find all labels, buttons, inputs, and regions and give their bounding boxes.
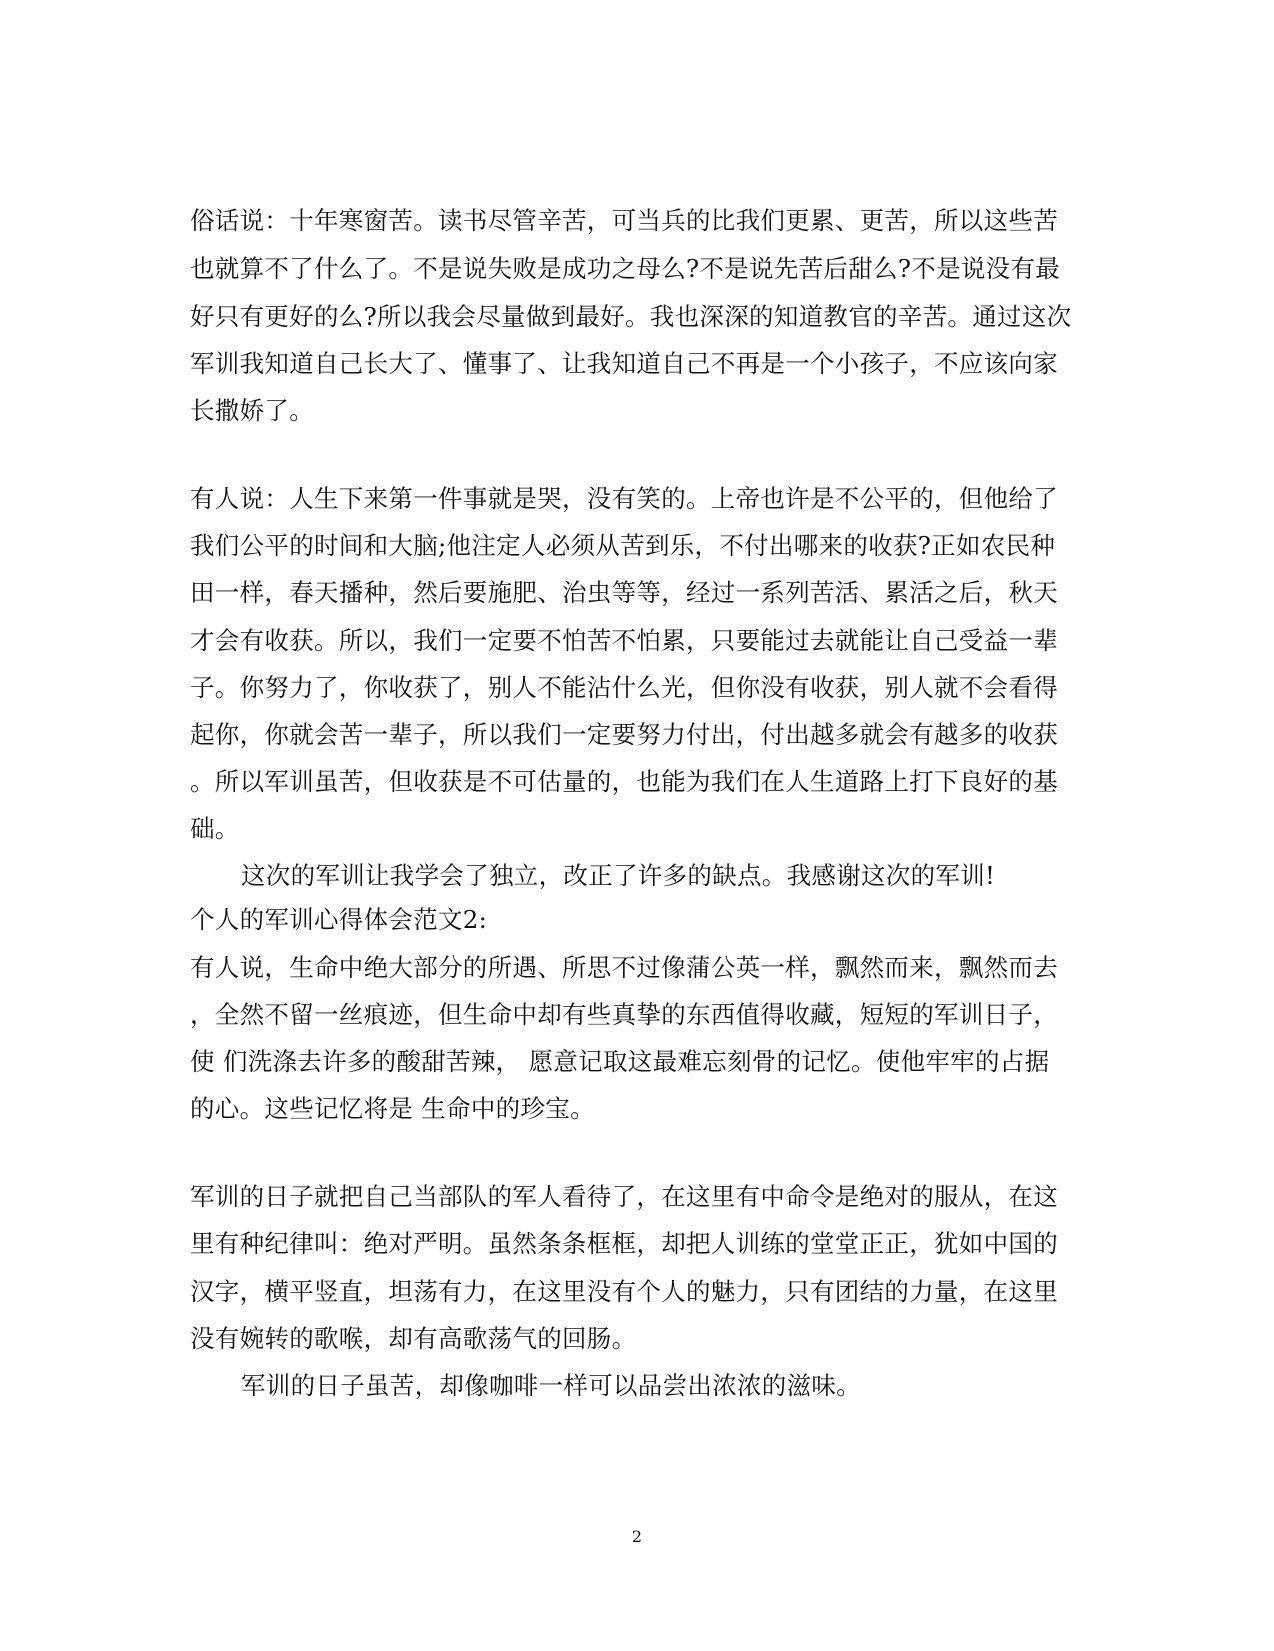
text-line: 俗话说：十年寒窗苦。读书尽管辛苦，可当兵的比我们更累、更苦，所以这些苦: [190, 206, 1058, 235]
page-number: 2: [631, 1527, 643, 1546]
text-line: 里有种纪律叫：绝对严明。虽然条条框框，却把人训练的堂堂正正，犹如中国的: [190, 1229, 1058, 1258]
text-line: 有人说：人生下来第一件事就是哭，没有笑的。上帝也许是不公平的，但他给了: [190, 484, 1058, 513]
text-line: 有人说，生命中绝大部分的所遇、所思不过像蒲公英一样，飘然而来，飘然而去: [190, 953, 1058, 982]
text-line: 使 们洗涤去许多的酸甜苦辣， 愿意记取这最难忘刻骨的记忆。使他牢牢的占据: [190, 1047, 1050, 1076]
text-line: 也就算不了什么了。不是说失败是成功之母么?不是说先苦后甜么?不是说没有最: [190, 254, 1061, 283]
text-line: 这次的军训让我学会了独立，改正了许多的缺点。我感谢这次的军训!: [241, 861, 996, 890]
text-line: 起你，你就会苦一辈子，所以我们一定要努力付出，付出越多就会有越多的收获: [190, 720, 1058, 749]
text-line: 长撒娇了。: [190, 396, 314, 425]
text-line: 好只有更好的么?所以我会尽量做到最好。我也深深的知道教官的辛苦。通过这次: [190, 302, 1072, 331]
text-line: 汉字，横平竖直，坦荡有力，在这里没有个人的魅力，只有团结的力量，在这里: [190, 1277, 1058, 1306]
section-heading: 个人的军训心得体会范文2:: [190, 905, 488, 934]
text-line: 军训我知道自己长大了、懂事了、让我知道自己不再是一个小孩子，不应该向家: [190, 349, 1058, 378]
text-line: 没有婉转的歌喉，却有高歌荡气的回肠。: [190, 1324, 637, 1353]
text-line: 军训的日子就把自己当部队的军人看待了，在这里有中命令是绝对的服从，在这: [190, 1182, 1058, 1211]
text-line: 子。你努力了，你收获了，别人不能沾什么光，但你没有收获，别人就不会看得: [190, 673, 1058, 702]
text-line: 军训的日子虽苦，却像咖啡一样可以品尝出浓浓的滋味。: [241, 1371, 861, 1400]
text-line: 才会有收获。所以，我们一定要不怕苦不怕累，只要能过去就能让自己受益一辈: [190, 626, 1058, 655]
text-line: 。所以军训虽苦，但收获是不可估量的，也能为我们在人生道路上打下良好的基: [190, 767, 1058, 796]
text-line: 田一样，春天播种，然后要施肥、治虫等等，经过一系列苦活、累活之后，秋天: [190, 578, 1058, 607]
text-line: 的心。这些记忆将是 生命中的珍宝。: [190, 1094, 595, 1123]
text-line: ，全然不留一丝痕迹，但生命中却有些真挚的东西值得收藏，短短的军训日子，: [190, 1000, 1058, 1029]
text-line: 础。: [190, 814, 240, 843]
text-line: 我们公平的时间和大脑;他注定人必须从苦到乐，不付出哪来的收获?正如农民种: [190, 531, 1056, 560]
